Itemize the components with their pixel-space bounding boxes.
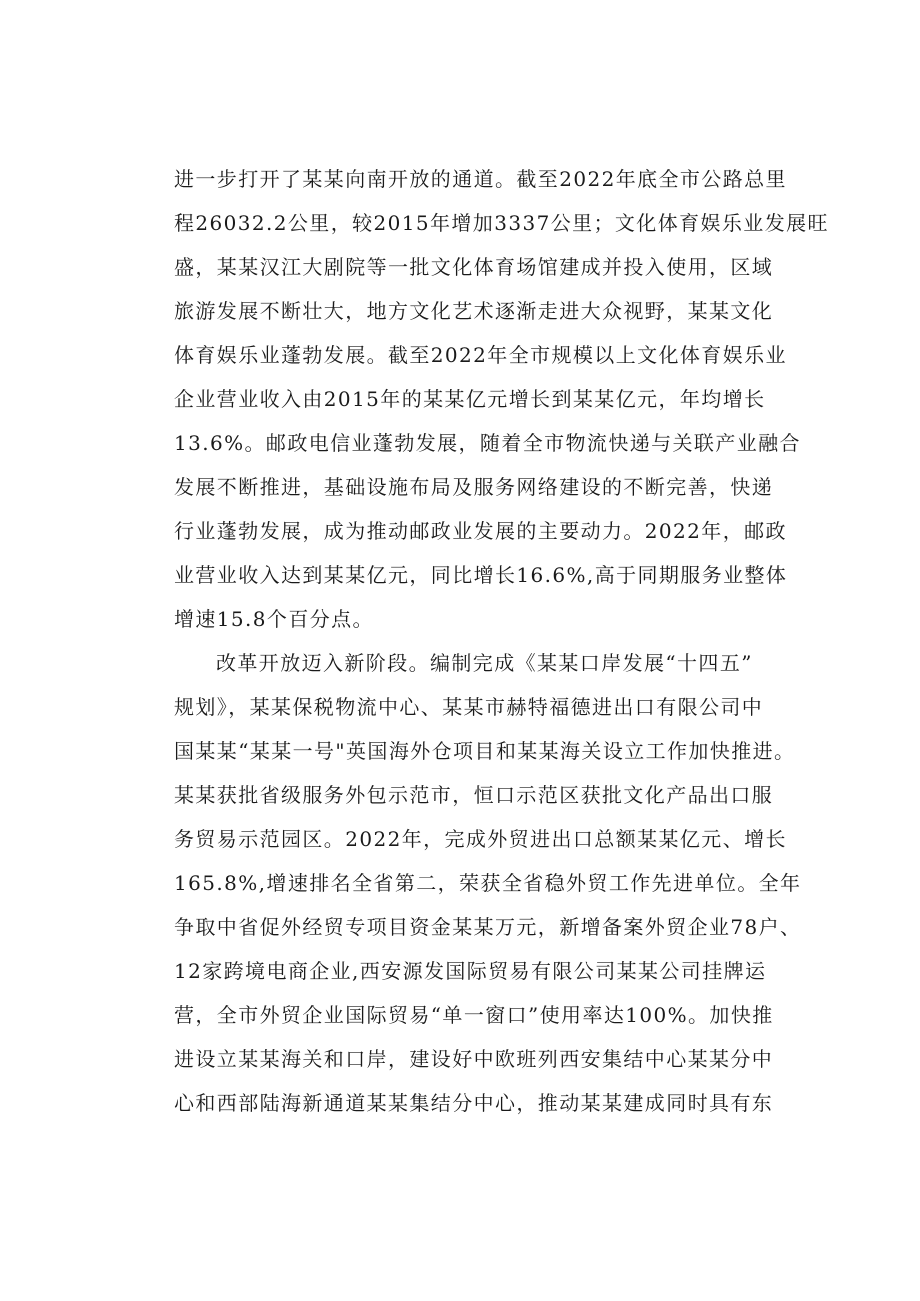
text-line: 增速15.8个百分点。 (174, 607, 374, 631)
text-line: 进设立某某海关和口岸，建设好中欧班列西安集结中心某某分中 (174, 1047, 774, 1071)
text-line: 发展不断推进，基础设施布局及服务网络建设的不断完善，快递 (174, 475, 774, 499)
text-line: 程26032.2公里，较2015年增加3337公里；文化体育娱乐业发展旺 (174, 211, 829, 235)
text-line: 12家跨境电商企业,西安源发国际贸易有限公司某某公司挂牌运 (174, 959, 767, 983)
text-line: 165.8%,增速排名全省第二，荣获全省稳外贸工作先进单位。全年 (174, 871, 802, 895)
text-line: 行业蓬勃发展，成为推动邮政业发展的主要动力。2022年，邮政 (174, 519, 787, 543)
text-line: 规划》，某某保税物流中心、某某市赫特福德进出口有限公司中 (174, 695, 764, 719)
text-line: 进一步打开了某某向南开放的通道。截至2022年底全市公路总里 (174, 167, 787, 191)
text-line: 业营业收入达到某某亿元，同比增长16.6%,高于同期服务业整体 (174, 563, 788, 587)
text-line: 营，全市外贸企业国际贸易“单一窗口”使用率达100%。加快推 (174, 1003, 774, 1027)
text-line: 盛，某某汉江大剧院等一批文化体育场馆建成并投入使用，区域 (174, 255, 774, 279)
text-line: 某某获批省级服务外包示范市，恒口示范区获批文化产品出口服 (174, 783, 774, 807)
text-line: 体育娱乐业蓬勃发展。截至2022年全市规模以上文化体育娱乐业 (174, 343, 787, 367)
text-line: 企业营业收入由2015年的某某亿元增长到某某亿元，年均增长 (174, 387, 766, 411)
text-line: 旅游发展不断壮大，地方文化艺术逐渐走进大众视野，某某文化 (174, 299, 774, 323)
text-line: 争取中省促外经贸专项目资金某某万元，新增备案外贸企业78户、 (174, 915, 802, 939)
text-line: 13.6%。邮政电信业蓬勃发展，随着全市物流快递与关联产业融合 (174, 431, 801, 455)
text-line: 务贸易示范园区。2022年，完成外贸进出口总额某某亿元、增长 (174, 827, 787, 851)
paragraph-start-line: 改革开放迈入新阶段。编制完成《某某口岸发展“十四五” (216, 651, 753, 675)
text-line: 心和西部陆海新通道某某集结分中心，推动某某建成同时具有东 (174, 1091, 774, 1115)
text-line: 国某某“某某一号"英国海外仓项目和某某海关设立工作加快推进。 (174, 739, 796, 763)
